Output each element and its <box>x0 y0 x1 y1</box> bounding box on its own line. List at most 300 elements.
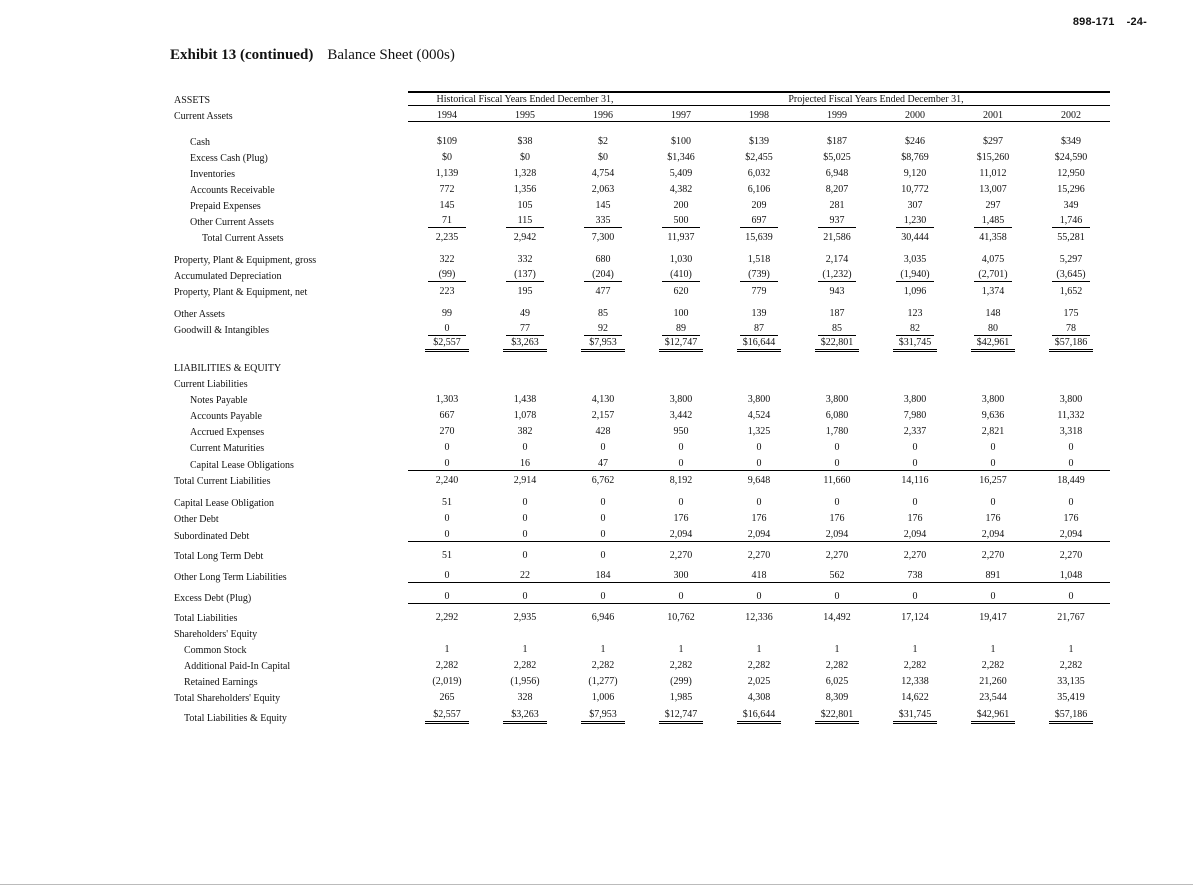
row-label: Capital Lease Obligation <box>174 498 274 509</box>
value-text: 5,409 <box>669 168 693 179</box>
value-cell <box>486 583 564 604</box>
value-text: 176 <box>1063 513 1079 524</box>
value-cell <box>876 604 954 625</box>
value-cell <box>1032 454 1110 471</box>
row-label: Property, Plant & Equipment, gross <box>174 255 317 266</box>
value-text: 322 <box>439 254 455 265</box>
value-cell <box>642 282 720 298</box>
current-assets-heading: Current Assets <box>174 110 233 122</box>
value-cell <box>954 583 1032 604</box>
value-cell <box>798 604 876 625</box>
value-cell <box>798 562 876 583</box>
section-heading: Shareholders' Equity <box>174 629 258 640</box>
value-text: $16,644 <box>737 338 781 352</box>
value-cell <box>564 525 642 542</box>
value-cell <box>564 471 642 488</box>
value-text: (2,701) <box>974 270 1012 282</box>
value-cell <box>408 604 486 625</box>
value-cell <box>798 704 876 724</box>
value-text: 1 <box>600 644 606 655</box>
value-cell <box>954 525 1032 542</box>
value-cell <box>876 196 954 212</box>
value-text: 0 <box>444 570 450 581</box>
value-cell <box>798 250 876 266</box>
value-text: 2,821 <box>981 426 1005 437</box>
value-text: 1,746 <box>1052 216 1090 228</box>
value-text: 0 <box>678 442 684 453</box>
value-cell <box>876 542 954 563</box>
value-text: 2,282 <box>669 660 693 671</box>
value-text: 0 <box>522 442 528 453</box>
exhibit-title: Balance Sheet (000s) <box>327 47 455 63</box>
value-cell <box>642 688 720 704</box>
value-cell <box>798 212 876 228</box>
value-cell <box>486 228 564 244</box>
value-text: 0 <box>522 513 528 524</box>
value-text: 10,772 <box>901 184 929 195</box>
value-cell <box>954 228 1032 244</box>
value-text: 1,985 <box>669 692 693 703</box>
value-cell <box>954 390 1032 406</box>
year-header: 1996 <box>564 106 642 122</box>
value-cell <box>408 640 486 656</box>
value-cell <box>720 583 798 604</box>
value-text: 14,492 <box>823 612 851 623</box>
value-text: $57,186 <box>1049 338 1093 352</box>
value-text: 4,075 <box>981 254 1005 265</box>
year-header: 2002 <box>1032 106 1110 122</box>
header-group-row <box>174 92 1110 106</box>
value-text: 1,652 <box>1059 286 1083 297</box>
value-cell <box>642 132 720 148</box>
value-cell <box>408 583 486 604</box>
value-cell <box>954 304 1032 320</box>
value-text: 738 <box>907 570 923 581</box>
value-text: 30,444 <box>901 232 929 243</box>
value-cell <box>798 304 876 320</box>
value-cell <box>486 164 564 180</box>
value-cell <box>1032 704 1110 724</box>
value-cell <box>1032 583 1110 604</box>
value-cell <box>408 438 486 454</box>
value-text: 99 <box>442 308 452 319</box>
value-text: 2,270 <box>903 550 927 561</box>
value-cell <box>564 304 642 320</box>
value-cell <box>486 471 564 488</box>
value-cell <box>564 390 642 406</box>
value-text: 1,356 <box>513 184 537 195</box>
table-row <box>174 282 1110 298</box>
value-text: 77 <box>506 324 544 336</box>
value-text: 2,270 <box>825 550 849 561</box>
value-cell <box>798 640 876 656</box>
value-cell <box>642 320 720 336</box>
value-text: 9,120 <box>903 168 927 179</box>
value-text: 123 <box>907 308 923 319</box>
page-number: -24- <box>1126 16 1147 28</box>
value-text: 297 <box>985 200 1001 211</box>
value-cell <box>798 471 876 488</box>
value-cell <box>876 266 954 282</box>
value-text: 18,449 <box>1057 475 1085 486</box>
value-cell <box>642 454 720 471</box>
value-text: 89 <box>662 324 700 336</box>
value-cell <box>1032 406 1110 422</box>
value-text: 0 <box>834 497 840 508</box>
section-heading: LIABILITIES & EQUITY <box>174 363 282 374</box>
value-text: 4,524 <box>747 410 771 421</box>
value-cell <box>720 604 798 625</box>
value-cell <box>486 509 564 525</box>
value-text: $7,953 <box>581 710 625 724</box>
value-text: 3,800 <box>981 394 1005 405</box>
row-label: Inventories <box>190 169 235 180</box>
value-text: 500 <box>662 216 700 228</box>
year-header: 1997 <box>642 106 720 122</box>
value-cell <box>1032 282 1110 298</box>
value-text: $2,557 <box>425 338 469 352</box>
value-text: 145 <box>439 200 455 211</box>
value-cell <box>954 438 1032 454</box>
value-cell <box>486 282 564 298</box>
value-text: 3,800 <box>747 394 771 405</box>
value-cell <box>876 180 954 196</box>
value-text: 12,336 <box>745 612 773 623</box>
value-cell <box>642 196 720 212</box>
value-text: $2,455 <box>745 152 773 163</box>
value-text: 1,303 <box>435 394 459 405</box>
value-text: 4,382 <box>669 184 693 195</box>
value-cell <box>1032 438 1110 454</box>
value-cell <box>720 406 798 422</box>
row-label: Total Liabilities & Equity <box>184 713 287 724</box>
value-text: $246 <box>905 136 925 147</box>
value-cell <box>564 542 642 563</box>
value-text: 3,318 <box>1059 426 1083 437</box>
value-text: 14,116 <box>901 475 929 486</box>
value-cell <box>954 422 1032 438</box>
value-cell <box>876 640 954 656</box>
value-text: 2,094 <box>825 529 849 540</box>
value-text: $8,769 <box>901 152 929 163</box>
value-text: 1,328 <box>513 168 537 179</box>
value-text: 0 <box>834 591 840 602</box>
table-row <box>174 228 1110 244</box>
value-cell <box>564 672 642 688</box>
value-cell <box>642 336 720 352</box>
value-cell <box>798 228 876 244</box>
value-text: $349 <box>1061 136 1081 147</box>
row-label: Prepaid Expenses <box>190 201 261 212</box>
value-cell <box>642 672 720 688</box>
value-cell <box>642 406 720 422</box>
value-cell <box>798 336 876 352</box>
value-cell <box>720 196 798 212</box>
value-text: 1,078 <box>513 410 537 421</box>
value-cell <box>954 471 1032 488</box>
value-cell <box>720 493 798 509</box>
value-text: 6,946 <box>591 612 615 623</box>
value-text: 2,235 <box>435 232 459 243</box>
value-cell <box>1032 640 1110 656</box>
value-text: 0 <box>522 591 528 602</box>
value-text: $2 <box>598 136 608 147</box>
value-cell <box>564 493 642 509</box>
value-cell <box>642 562 720 583</box>
spacer-cell <box>174 122 1110 133</box>
value-text: $5,025 <box>823 152 851 163</box>
value-cell <box>408 509 486 525</box>
value-text: 0 <box>600 550 606 561</box>
value-cell <box>954 282 1032 298</box>
value-text: (1,277) <box>588 676 618 687</box>
value-text: 0 <box>522 497 528 508</box>
value-text: 6,025 <box>825 676 849 687</box>
row-label: Capital Lease Obligations <box>190 459 294 471</box>
value-cell <box>876 282 954 298</box>
value-text: $22,801 <box>815 338 859 352</box>
value-cell <box>954 164 1032 180</box>
value-cell <box>876 390 954 406</box>
value-cell <box>642 164 720 180</box>
value-cell <box>720 525 798 542</box>
value-text: $31,745 <box>893 710 937 724</box>
value-text: 23,544 <box>979 692 1007 703</box>
value-text: 4,130 <box>591 394 615 405</box>
value-text: $0 <box>598 152 608 163</box>
row-label: Goodwill & Intangibles <box>174 325 269 336</box>
value-text: 2,282 <box>1059 660 1083 671</box>
value-text: $42,961 <box>971 710 1015 724</box>
value-text: 0 <box>756 458 762 469</box>
table-row <box>174 390 1110 406</box>
value-text: (99) <box>428 270 466 282</box>
value-text: (1,956) <box>510 676 540 687</box>
value-text: 2,270 <box>747 550 771 561</box>
value-cell <box>720 509 798 525</box>
value-cell <box>954 688 1032 704</box>
value-cell <box>798 266 876 282</box>
value-cell <box>876 212 954 228</box>
value-text: $42,961 <box>971 338 1015 352</box>
value-cell <box>408 493 486 509</box>
value-text: 2,282 <box>513 660 537 671</box>
value-text: 1,485 <box>974 216 1012 228</box>
value-text: 943 <box>829 286 845 297</box>
value-cell <box>798 196 876 212</box>
value-cell <box>486 562 564 583</box>
value-cell <box>720 266 798 282</box>
value-cell <box>720 148 798 164</box>
value-cell <box>720 438 798 454</box>
value-text: 6,762 <box>591 475 615 486</box>
value-cell <box>408 454 486 471</box>
value-cell <box>642 422 720 438</box>
table-row <box>174 562 1110 583</box>
value-text: 148 <box>985 308 1001 319</box>
value-cell <box>1032 304 1110 320</box>
table-row <box>174 250 1110 266</box>
value-cell <box>564 422 642 438</box>
row-label: Accumulated Depreciation <box>174 271 282 282</box>
value-cell <box>564 583 642 604</box>
value-text: $3,263 <box>503 338 547 352</box>
value-text: 14,622 <box>901 692 929 703</box>
value-cell <box>408 196 486 212</box>
value-cell <box>564 228 642 244</box>
page-bottom-rule <box>0 884 1193 885</box>
value-cell <box>954 212 1032 228</box>
value-text: 16 <box>520 458 530 469</box>
value-cell <box>954 640 1032 656</box>
table-row <box>174 336 1110 352</box>
value-cell <box>798 390 876 406</box>
value-cell <box>798 164 876 180</box>
value-cell <box>564 320 642 336</box>
row-label: Accounts Receivable <box>190 185 275 196</box>
table-row <box>174 704 1110 724</box>
value-cell <box>408 250 486 266</box>
table-row <box>174 164 1110 180</box>
value-text: 1,139 <box>435 168 459 179</box>
row-label: Accrued Expenses <box>190 427 265 438</box>
value-text: 1,438 <box>513 394 537 405</box>
value-text: 0 <box>600 591 606 602</box>
row-label: Excess Debt (Plug) <box>174 592 252 604</box>
value-text: (2,019) <box>432 676 462 687</box>
value-text: 55,281 <box>1057 232 1085 243</box>
value-cell <box>720 542 798 563</box>
value-text: 562 <box>829 570 845 581</box>
value-text: 0 <box>912 591 918 602</box>
value-text: 349 <box>1063 200 1079 211</box>
value-cell <box>720 282 798 298</box>
value-cell <box>486 604 564 625</box>
value-text: 0 <box>600 529 606 540</box>
value-cell <box>564 250 642 266</box>
value-text: 0 <box>444 513 450 524</box>
value-text: 100 <box>673 308 689 319</box>
value-text: 0 <box>522 529 528 540</box>
value-cell <box>954 132 1032 148</box>
value-text: 176 <box>751 513 767 524</box>
value-cell <box>798 180 876 196</box>
value-text: $100 <box>671 136 691 147</box>
value-text: 0 <box>444 529 450 540</box>
value-cell <box>564 282 642 298</box>
value-cell <box>720 320 798 336</box>
value-text: $2,557 <box>425 710 469 724</box>
value-text: 891 <box>985 570 1001 581</box>
value-text: $22,801 <box>815 710 859 724</box>
value-cell <box>408 180 486 196</box>
value-text: 1,780 <box>825 426 849 437</box>
value-cell <box>798 583 876 604</box>
value-cell <box>1032 180 1110 196</box>
value-cell <box>1032 562 1110 583</box>
value-cell <box>954 148 1032 164</box>
row-label: Additional Paid-In Capital <box>184 661 291 672</box>
value-text: 328 <box>517 692 533 703</box>
value-text: $297 <box>983 136 1003 147</box>
table-row <box>174 304 1110 320</box>
value-text: 281 <box>829 200 845 211</box>
value-text: 6,080 <box>825 410 849 421</box>
value-text: 176 <box>985 513 1001 524</box>
value-cell <box>486 132 564 148</box>
value-text: 2,094 <box>669 529 693 540</box>
value-cell <box>642 604 720 625</box>
table-row <box>174 688 1110 704</box>
value-cell <box>720 228 798 244</box>
value-cell <box>954 320 1032 336</box>
value-cell <box>876 454 954 471</box>
value-text: 1 <box>522 644 528 655</box>
value-text: 13,007 <box>979 184 1007 195</box>
value-text: 1 <box>756 644 762 655</box>
value-cell <box>408 422 486 438</box>
value-text: 176 <box>829 513 845 524</box>
value-cell <box>876 525 954 542</box>
value-cell <box>1032 471 1110 488</box>
value-cell <box>798 406 876 422</box>
value-text: 2,157 <box>591 410 615 421</box>
value-text: 6,106 <box>747 184 771 195</box>
value-text: $187 <box>827 136 847 147</box>
value-cell <box>486 320 564 336</box>
header-years-row <box>174 106 1110 122</box>
value-cell <box>798 688 876 704</box>
value-cell <box>876 656 954 672</box>
value-text: 0 <box>912 458 918 469</box>
value-text: 937 <box>818 216 856 228</box>
table-row <box>174 438 1110 454</box>
value-cell <box>876 320 954 336</box>
value-text: 0 <box>990 591 996 602</box>
value-cell <box>876 164 954 180</box>
value-cell <box>486 454 564 471</box>
exhibit-label: Exhibit 13 (continued) <box>170 47 314 63</box>
row-label: Subordinated Debt <box>174 530 250 542</box>
value-cell <box>954 509 1032 525</box>
value-cell <box>408 304 486 320</box>
value-cell <box>486 180 564 196</box>
value-cell <box>1032 148 1110 164</box>
value-text: 1 <box>990 644 996 655</box>
value-text: 2,094 <box>903 529 927 540</box>
value-text: 41,358 <box>979 232 1007 243</box>
section-heading: Current Liabilities <box>174 379 248 390</box>
value-cell <box>798 438 876 454</box>
value-text: $3,263 <box>503 710 547 724</box>
value-text: 33,135 <box>1057 676 1085 687</box>
value-text: 2,240 <box>435 475 459 486</box>
value-text: 0 <box>990 497 996 508</box>
value-cell <box>642 471 720 488</box>
value-cell <box>486 688 564 704</box>
value-text: 85 <box>598 308 608 319</box>
value-cell <box>1032 132 1110 148</box>
value-text: 307 <box>907 200 923 211</box>
value-cell <box>720 704 798 724</box>
value-cell <box>486 196 564 212</box>
value-cell <box>486 438 564 454</box>
section-heading-row <box>174 374 1110 390</box>
value-text: 11,332 <box>1057 410 1085 421</box>
value-cell <box>798 542 876 563</box>
value-cell <box>954 493 1032 509</box>
value-cell <box>486 672 564 688</box>
